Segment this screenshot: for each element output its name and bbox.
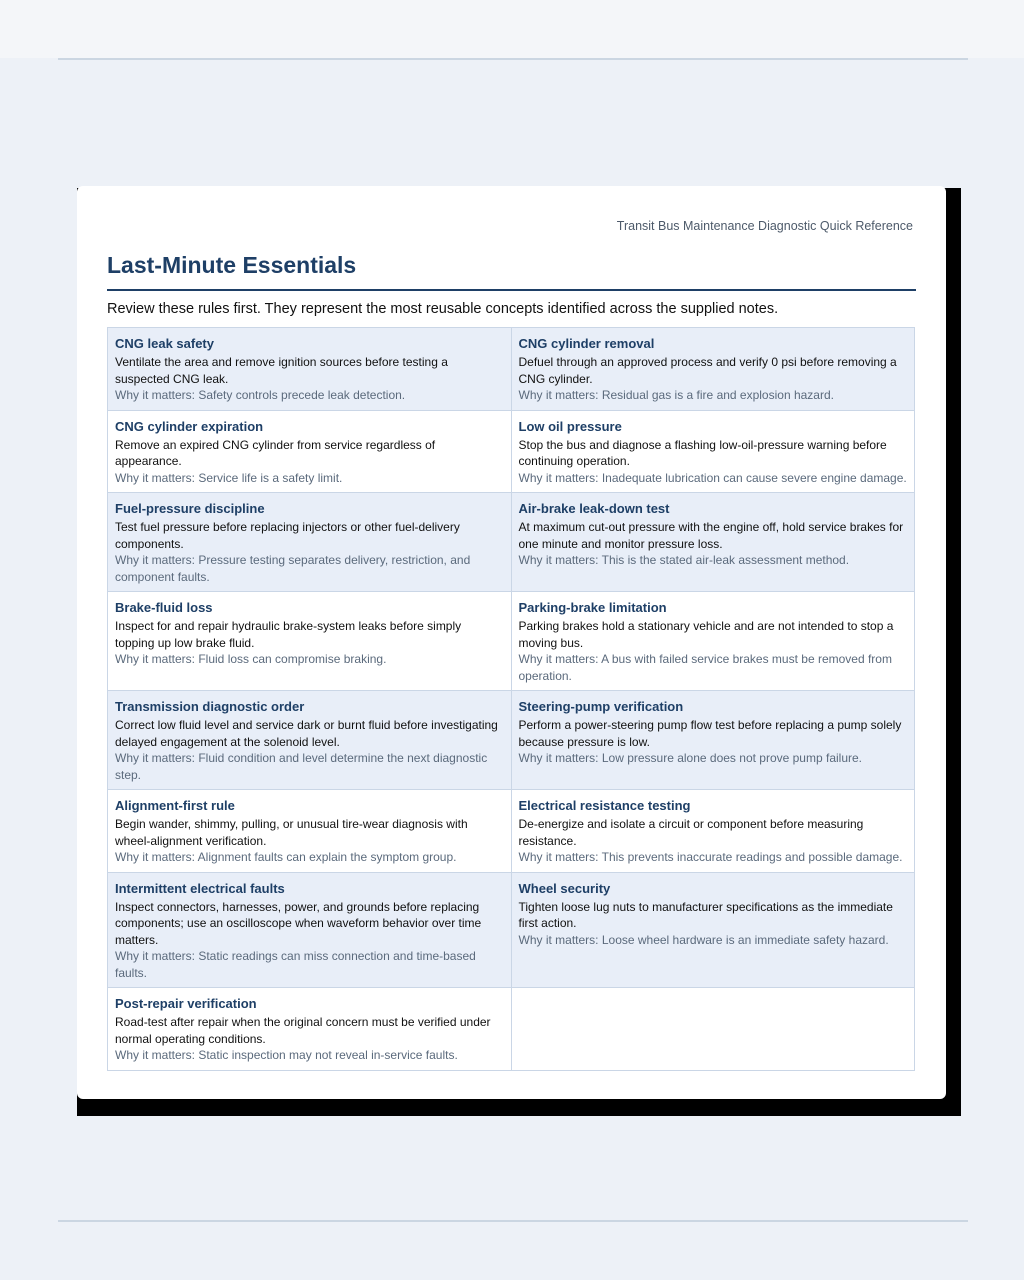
rules-row <box>108 493 915 592</box>
rule-why: Why it matters: This is the stated air-leak assessment method. <box>518 553 850 567</box>
rule-body: Road-test after repair when the original concern must be verified under normal operating conditions. <box>115 1015 491 1046</box>
document-page <box>77 186 946 1099</box>
rule-title: Intermittent electrical faults <box>115 880 285 896</box>
rule-why: Why it matters: Safety controls precede leak detection. <box>115 388 406 402</box>
rule-why: Why it matters: Fluid condition and level determine the next diagnostic step. <box>115 751 488 782</box>
rule-title: Parking-brake limitation <box>518 600 667 615</box>
rule-title: Transmission diagnostic order <box>115 699 305 714</box>
rule-card <box>511 410 915 493</box>
rule-card <box>511 493 915 592</box>
bottom-divider <box>58 1220 968 1222</box>
rule-why: Why it matters: Static readings can miss connection and time-based faults. <box>115 949 476 980</box>
rule-title: Brake-fluid loss <box>115 600 213 615</box>
rule-body: Remove an expired CNG cylinder from service regardless of appearance. <box>115 437 436 468</box>
rule-body: Defuel through an approved process and verify 0 psi before removing a CNG cylinder. <box>518 355 897 386</box>
rule-title: Wheel security <box>518 880 611 896</box>
rules-row <box>108 691 915 790</box>
rule-title: Steering-pump verification <box>518 699 684 714</box>
rule-why: Why it matters: Pressure testing separates delivery, restriction, and component faults. <box>115 553 471 584</box>
rule-card <box>108 493 512 592</box>
rule-why: Why it matters: Alignment faults can explain the symptom group. <box>115 850 457 864</box>
rules-row <box>108 328 915 411</box>
rules-grid <box>107 327 915 1071</box>
rule-body: Test fuel pressure before replacing injectors or other fuel-delivery components. <box>115 520 460 551</box>
rule-why: Why it matters: Static inspection may not reveal in-service faults. <box>115 1048 458 1062</box>
rule-card <box>511 592 915 691</box>
rules-row <box>108 988 915 1071</box>
rule-title: CNG leak safety <box>115 336 214 351</box>
rule-card <box>108 790 512 873</box>
rule-why: Why it matters: A bus with failed service brakes must be removed from operation. <box>518 652 892 683</box>
rule-body: De-energize and isolate a circuit or component before measuring resistance. <box>518 817 864 848</box>
rule-why: Why it matters: Residual gas is a fire and explosion hazard. <box>518 388 834 402</box>
rule-why: Why it matters: Service life is a safety limit. <box>115 470 343 485</box>
rule-why: Why it matters: This prevents inaccurate readings and possible damage. <box>518 850 903 864</box>
rule-body: Inspect for and repair hydraulic brake-system leaks before simply topping up low brake fluid. <box>115 619 462 650</box>
rule-title: CNG cylinder expiration <box>115 418 264 434</box>
empty-cell <box>511 988 915 1071</box>
page-title: Last-Minute Essentials <box>107 252 357 278</box>
rule-card <box>108 988 512 1071</box>
rules-row <box>108 790 915 873</box>
rules-row <box>108 410 915 493</box>
viewer-top-band <box>0 0 1024 58</box>
rule-title: Air-brake leak-down test <box>518 501 670 516</box>
rule-body: Correct low fluid level and service dark or burnt fluid before investigating delayed engagement at the solenoid level. <box>115 718 498 749</box>
rule-title: Electrical resistance testing <box>518 798 691 813</box>
rule-title: CNG cylinder removal <box>518 336 655 351</box>
rule-why: Why it matters: Loose wheel hardware is an immediate safety hazard. <box>518 932 889 947</box>
rule-card <box>108 328 512 411</box>
rule-body: Parking brakes hold a stationary vehicle and are not intended to stop a moving bus. <box>518 619 894 650</box>
rule-body: Stop the bus and diagnose a flashing low-oil-pressure warning before continuing operation. <box>518 437 887 468</box>
rule-card <box>511 328 915 411</box>
rule-why: Why it matters: Inadequate lubrication can cause severe engine damage. <box>518 470 907 485</box>
running-header: Transit Bus Maintenance Diagnostic Quick Reference <box>616 219 913 233</box>
top-divider <box>58 58 968 60</box>
rule-body: Tighten loose lug nuts to manufacturer specifications as the immediate first action. <box>518 899 893 930</box>
rule-body: Inspect connectors, harnesses, power, and grounds before replacing components; use an oscilloscope when waveform behavior over time matters. <box>115 899 482 947</box>
rule-title: Alignment-first rule <box>115 798 235 813</box>
rule-body: Perform a power-steering pump flow test before replacing a pump solely because pressure is low. <box>518 718 902 749</box>
rule-card <box>108 691 512 790</box>
title-rule <box>107 289 916 291</box>
rule-body: Begin wander, shimmy, pulling, or unusual tire-wear diagnosis with wheel-alignment verification. <box>115 817 468 848</box>
rule-card <box>108 410 512 493</box>
rule-title: Post-repair verification <box>115 996 257 1011</box>
rule-card <box>511 790 915 873</box>
rules-row <box>108 592 915 691</box>
rule-card <box>511 872 915 988</box>
rule-why: Why it matters: Low pressure alone does not prove pump failure. <box>518 751 862 765</box>
rule-card <box>511 691 915 790</box>
rule-title: Low oil pressure <box>518 418 622 434</box>
rule-card <box>108 592 512 691</box>
rule-card <box>108 872 512 988</box>
rule-body: At maximum cut-out pressure with the engine off, hold service brakes for one minute and monitor pressure loss. <box>518 520 904 551</box>
rules-row <box>108 872 915 988</box>
rule-title: Fuel-pressure discipline <box>115 501 265 516</box>
rule-why: Why it matters: Fluid loss can compromise braking. <box>115 652 387 666</box>
intro-text: Review these rules first. They represent the most reusable concepts identified across the supplied notes. <box>107 301 779 317</box>
rule-body: Ventilate the area and remove ignition sources before testing a suspected CNG leak. <box>115 355 448 386</box>
